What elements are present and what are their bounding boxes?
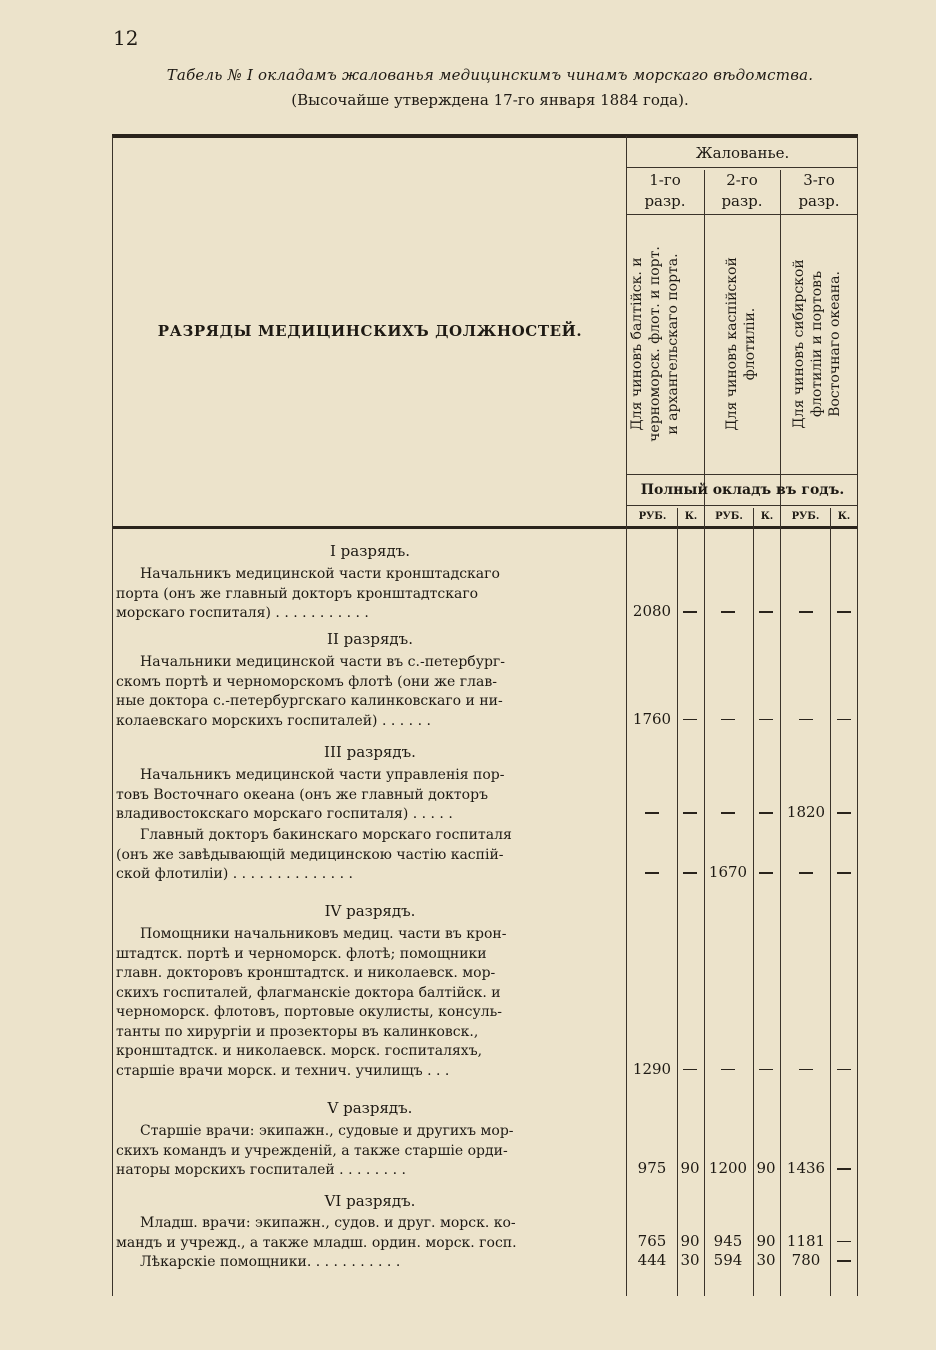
empty-dash xyxy=(683,1069,697,1071)
rub-value: 2080 xyxy=(632,602,672,620)
description-line: скихъ госпиталей, флагманскіе доктора балтійск. и xyxy=(116,984,501,1001)
category-1-number: 1-го xyxy=(649,171,681,189)
description-line: наторы морскихъ госпиталей . . . . . . . . xyxy=(116,1162,406,1178)
col1-description xyxy=(628,219,684,469)
kop-value xyxy=(832,1251,856,1269)
kop-value xyxy=(754,710,778,728)
table-top-rule xyxy=(112,134,858,138)
rub-value xyxy=(782,863,830,881)
rub-value: 975 xyxy=(637,1159,667,1177)
rub-value xyxy=(704,710,752,728)
empty-dash xyxy=(721,1069,735,1071)
category-3-label: разр. xyxy=(798,192,840,210)
description-line: ные доктора с.-петербургскаго калинковскаго и ни- xyxy=(116,693,503,709)
rub-value: 945 xyxy=(713,1231,743,1250)
position-description xyxy=(116,826,626,885)
position-description xyxy=(116,653,626,731)
empty-dash xyxy=(759,872,773,874)
rub-value xyxy=(782,602,830,620)
rub-value: 1200 xyxy=(708,1159,748,1177)
salary-rule xyxy=(626,167,857,168)
description-line: мандъ и учрежд., а также младш. ордин. морск. госп. xyxy=(116,1234,517,1251)
category-2-number: 2-го xyxy=(726,171,758,189)
rank-heading: IV разрядъ. xyxy=(324,902,416,920)
empty-dash xyxy=(837,872,851,874)
kop-value: 90 xyxy=(680,1159,700,1177)
kop-value xyxy=(678,863,702,881)
unit-kop-3: К. xyxy=(837,511,851,522)
kop-value xyxy=(832,1159,856,1177)
position-description xyxy=(116,1214,626,1253)
description-line: скомъ портѣ и черноморскомъ флотѣ (они же глав- xyxy=(116,673,497,690)
unit-rub-1: РУБ. xyxy=(638,511,667,522)
position-description xyxy=(116,1122,626,1181)
empty-dash xyxy=(799,719,813,721)
kop-value xyxy=(678,710,702,728)
description-line: (онъ же завѣдывающій медицинскою частію каспій- xyxy=(116,846,504,863)
description-line: Начальники медицинской части въ с.-петербург- xyxy=(140,654,505,670)
kop-value: 90 xyxy=(680,1231,700,1250)
empty-dash xyxy=(837,611,851,613)
cat-divider-2 xyxy=(780,170,781,1296)
description-line: скихъ командъ и учрежденій, а также старшіе орди- xyxy=(116,1142,508,1159)
rub-value xyxy=(628,863,676,881)
rub-value xyxy=(628,803,676,821)
empty-dash xyxy=(759,812,773,814)
kop-value: 90 xyxy=(756,1231,776,1250)
description-line: кронштадтск. и николаевск. морск. госпиталяхъ, xyxy=(116,1043,483,1059)
position-description xyxy=(116,766,626,825)
rub-value: 594 xyxy=(713,1251,743,1269)
rub-value: 1670 xyxy=(708,863,748,881)
col3-desc-line: Восточнаго океана. xyxy=(827,271,843,417)
description-line: Главный докторъ бакинскаго морскаго госпиталя xyxy=(140,827,512,843)
kop-value xyxy=(832,710,856,728)
description-line: штадтск. портѣ и черноморск. флотѣ; помощники xyxy=(116,945,487,962)
empty-dash xyxy=(837,1260,851,1262)
col2-description xyxy=(723,219,761,469)
empty-dash xyxy=(759,611,773,613)
kop-value xyxy=(754,602,778,620)
empty-dash xyxy=(759,1069,773,1071)
full-salary-header: Полный окладъ въ годъ. xyxy=(640,482,845,498)
desc-rule xyxy=(626,474,857,475)
kop-value: 30 xyxy=(680,1251,700,1269)
position-description xyxy=(116,925,626,1081)
description-line: морскаго госпиталя) . . . . . . . . . . . xyxy=(116,605,369,621)
description-line: Младш. врачи: экипажн., судов. и друг. морск. ко- xyxy=(140,1215,516,1231)
empty-dash xyxy=(683,872,697,874)
category-2-label: разр. xyxy=(721,192,763,210)
rub-value xyxy=(704,1060,752,1078)
unit-rub-2: РУБ. xyxy=(715,511,743,522)
kop-divider-1 xyxy=(677,508,678,1296)
empty-dash xyxy=(645,812,659,814)
rank-heading: III разрядъ. xyxy=(324,743,416,761)
table-left-border xyxy=(112,136,113,1296)
rub-value xyxy=(704,602,752,620)
col3-description xyxy=(790,219,846,469)
col1-desc-line: и архангельскаго порта. xyxy=(665,253,681,435)
empty-dash xyxy=(721,812,735,814)
cat-divider-1 xyxy=(704,170,705,1296)
kop-value: 90 xyxy=(756,1159,776,1177)
category-1-header xyxy=(630,170,700,212)
col1-desc-line: черноморск. флот. и порт. xyxy=(647,246,663,442)
unit-kop-1: К. xyxy=(684,511,698,522)
rub-value: 1760 xyxy=(632,709,672,728)
description-line: порта (онъ же главный докторъ кронштадтскаго xyxy=(116,585,479,602)
empty-dash xyxy=(837,1241,851,1243)
empty-dash xyxy=(683,719,697,721)
rank-heading: I разрядъ. xyxy=(329,542,411,560)
kop-value xyxy=(678,1060,702,1078)
main-column-header: РАЗРЯДЫ МЕДИЦИНСКИХЪ ДОЛЖНОСТЕЙ. xyxy=(157,322,583,340)
rub-value: 1290 xyxy=(632,1059,672,1078)
salary-header: Жалованье. xyxy=(695,144,790,162)
col3-desc-line: Для чиновъ сибирской xyxy=(791,259,807,429)
unit-kop-2: К. xyxy=(760,511,774,522)
description-line: черноморск. флотовъ, портовые окулисты, консуль- xyxy=(116,1004,502,1020)
rub-value: 1820 xyxy=(786,803,826,821)
rub-value: 780 xyxy=(791,1251,821,1269)
kop-value xyxy=(832,1060,856,1078)
description-line: старшіе врачи морск. и технич. училищъ . . . xyxy=(116,1062,450,1079)
rub-value: 765 xyxy=(637,1231,667,1250)
description-line: танты по хирургіи и прозекторы въ калинковск., xyxy=(116,1023,479,1040)
description-line: Начальникъ медицинской части кронштадскаго xyxy=(140,566,500,582)
category-rule xyxy=(626,214,857,215)
empty-dash xyxy=(683,812,697,814)
rub-value: 1181 xyxy=(786,1231,826,1250)
col2-desc-line: флотиліи. xyxy=(742,307,758,381)
description-line: Старшіе врачи: экипажн., судовые и другихъ мор- xyxy=(140,1123,514,1139)
description-line: Помощники начальниковъ медиц. части въ крон- xyxy=(140,926,507,942)
empty-dash xyxy=(683,611,697,613)
description-line: владивостокскаго морскаго госпиталя) . . . . . xyxy=(116,806,453,822)
rank-heading: II разрядъ. xyxy=(327,630,413,648)
category-2-header xyxy=(707,170,777,212)
empty-dash xyxy=(721,611,735,613)
empty-dash xyxy=(837,1168,851,1170)
rub-value: 1436 xyxy=(786,1159,826,1177)
kop-value xyxy=(678,803,702,821)
rub-value xyxy=(782,1060,830,1078)
rub-value: 444 xyxy=(637,1251,667,1269)
empty-dash xyxy=(645,872,659,874)
description-line: ской флотиліи) . . . . . . . . . . . . . . xyxy=(116,866,353,882)
description-line: Начальникъ медицинской части управленія пор- xyxy=(140,767,505,783)
table-title: Табель № I окладамъ жалованья медицинскимъ чинамъ морскаго вѣдомства. xyxy=(166,66,814,84)
kop-value xyxy=(678,602,702,620)
header-bottom-rule xyxy=(112,526,858,529)
kop-divider-3 xyxy=(830,508,831,1296)
rank-heading: V разрядъ. xyxy=(327,1099,413,1117)
page-number: 12 xyxy=(113,26,139,50)
kop-value xyxy=(832,863,856,881)
rub-value xyxy=(704,803,752,821)
rank-heading: VI разрядъ. xyxy=(324,1192,416,1210)
category-3-header xyxy=(784,170,854,212)
salary-column-divider xyxy=(626,136,627,1296)
description-line: главн. докторовъ кронштадтск. и николаевск. мор- xyxy=(116,965,496,981)
empty-dash xyxy=(837,812,851,814)
kop-value xyxy=(832,602,856,620)
kop-divider-2 xyxy=(753,508,754,1296)
kop-value xyxy=(832,1232,856,1250)
empty-dash xyxy=(759,719,773,721)
empty-dash xyxy=(837,1069,851,1071)
empty-dash xyxy=(799,1069,813,1071)
description-line: товъ Восточнаго океана (онъ же главный докторъ xyxy=(116,786,488,803)
rub-value xyxy=(782,710,830,728)
kop-value xyxy=(754,863,778,881)
unit-rub-3: РУБ. xyxy=(791,511,820,522)
table-subtitle: (Высочайше утверждена 17-го января 1884 года). xyxy=(291,91,689,109)
col2-desc-line: Для чиновъ каспійской xyxy=(724,257,740,431)
empty-dash xyxy=(837,719,851,721)
table-right-border xyxy=(857,136,858,1296)
full-rule xyxy=(626,505,857,506)
col3-desc-line: флотиліи и портовъ xyxy=(809,271,825,417)
description-line: Лѣкарскіе помощники. . . . . . . . . . . xyxy=(140,1254,401,1270)
position-description xyxy=(116,1253,626,1273)
kop-value xyxy=(832,803,856,821)
description-line: колаевскаго морскихъ госпиталей) . . . . . . xyxy=(116,712,431,729)
kop-value xyxy=(754,803,778,821)
category-1-label: разр. xyxy=(644,192,686,210)
empty-dash xyxy=(721,719,735,721)
kop-value xyxy=(754,1060,778,1078)
col1-desc-line: Для чиновъ балтійск. и xyxy=(629,257,645,431)
category-3-number: 3-го xyxy=(803,171,835,189)
kop-value: 30 xyxy=(756,1251,776,1269)
empty-dash xyxy=(799,611,813,613)
empty-dash xyxy=(799,872,813,874)
position-description xyxy=(116,565,626,624)
